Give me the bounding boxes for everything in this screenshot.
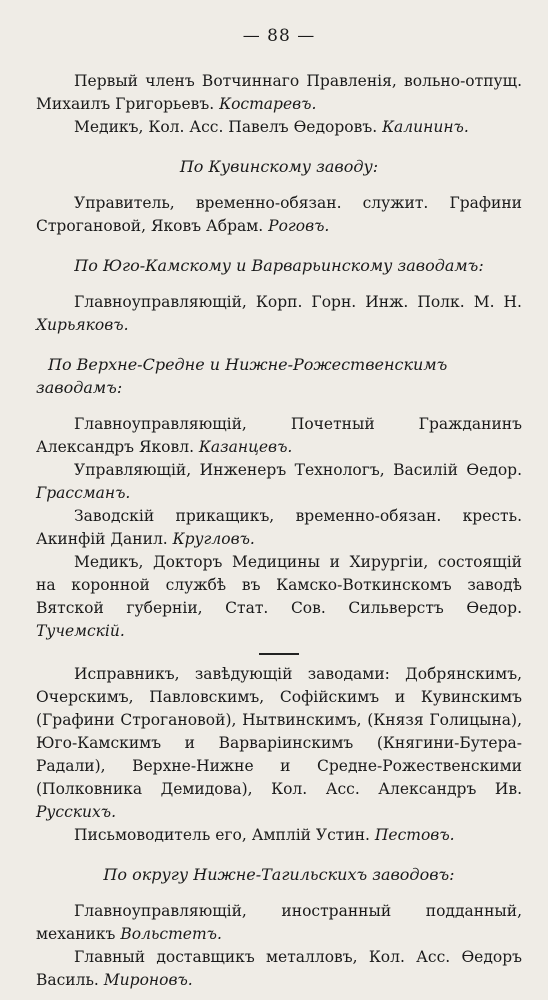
person-name: Вольстетъ. xyxy=(120,925,222,943)
person-name: Тучемскій. xyxy=(36,622,125,640)
person-name: Роговъ. xyxy=(268,217,330,235)
paragraph: Управляющій, Инженеръ Технологъ, Василій Өедор. Грассманъ. xyxy=(36,461,522,502)
section-heading: По Юго-Камскому и Варварьинскому заводамъ: xyxy=(74,256,484,275)
paragraph: Главноуправляющій, иностранный подданный, механикъ Вольстетъ. xyxy=(36,902,522,943)
divider-rule xyxy=(259,653,299,655)
person-name: Русскихъ. xyxy=(36,803,117,821)
person-name: Казанцевъ. xyxy=(198,438,293,456)
paragraph: Главный доставщикъ металловъ, Кол. Асс. Өедоръ Василь. Мироновъ. xyxy=(36,948,522,989)
paragraph: Управитель, временно-обязан. служит. Графини Строгановой, Яковъ Абрам. Роговъ. xyxy=(36,194,522,235)
person-name: Пестовъ. xyxy=(374,826,455,844)
page-number: — 88 — xyxy=(242,26,316,46)
paragraph: Главноуправляющій, Почетный Гражданинъ Александръ Яковл. Казанцевъ. xyxy=(36,415,522,456)
paragraph: Главноуправляющій, Корп. Горн. Инж. Полк. М. Н. Хирьяковъ. xyxy=(36,293,522,334)
section-heading: По Верхне-Средне и Нижне-Рожественскимъ заводамъ: xyxy=(36,355,448,397)
paragraph: Медикъ, Кол. Асс. Павелъ Өедоровъ. Калининъ. xyxy=(74,118,469,136)
person-name: Калининъ. xyxy=(382,118,469,136)
person-name: Грассманъ. xyxy=(36,484,131,502)
section-heading: По округу Нижне-Тагильскихъ заводовъ: xyxy=(103,865,455,884)
paragraph: Медикъ, Докторъ Медицины и Хирургіи, состоящій на коронной службѣ въ Камско-Воткинскомъ заводѣ Вятской губерніи, Стат. Сов. Сильверстъ Өедор. Тучемскій. xyxy=(36,553,522,640)
paragraph: Заводскій прикащикъ, временно-обязан. кресть. Акинфій Данил. Кругловъ. xyxy=(36,507,522,548)
paragraph: Исправникъ, завѣдующій заводами: Добрянскимъ, Очерскимъ, Павловскимъ, Софійскимъ и Кувинскимъ (Графини Строгановой), Нытвинскимъ, (Князя Голицына), Юго-Камскимъ и Варваріинскимъ (Княгини-Бутера-Радали), Верхне-Нижне и Средне-Рожественскими (Полковника Демидова), Кол. Асс. Александръ Ив. Русскихъ. xyxy=(36,665,522,821)
section-heading: По Кувинскому заводу: xyxy=(179,157,379,176)
paragraph: Первый членъ Вотчиннаго Правленія, вольно-отпущ. Михаилъ Григорьевъ. Костаревъ. xyxy=(36,72,522,113)
person-name: Мироновъ. xyxy=(103,971,193,989)
paragraph: Письмоводитель его, Амплій Устин. Пестовъ. xyxy=(74,826,455,844)
person-name: Хирьяковъ. xyxy=(36,316,129,334)
person-name: Кругловъ. xyxy=(172,530,255,548)
person-name: Костаревъ. xyxy=(219,95,317,113)
